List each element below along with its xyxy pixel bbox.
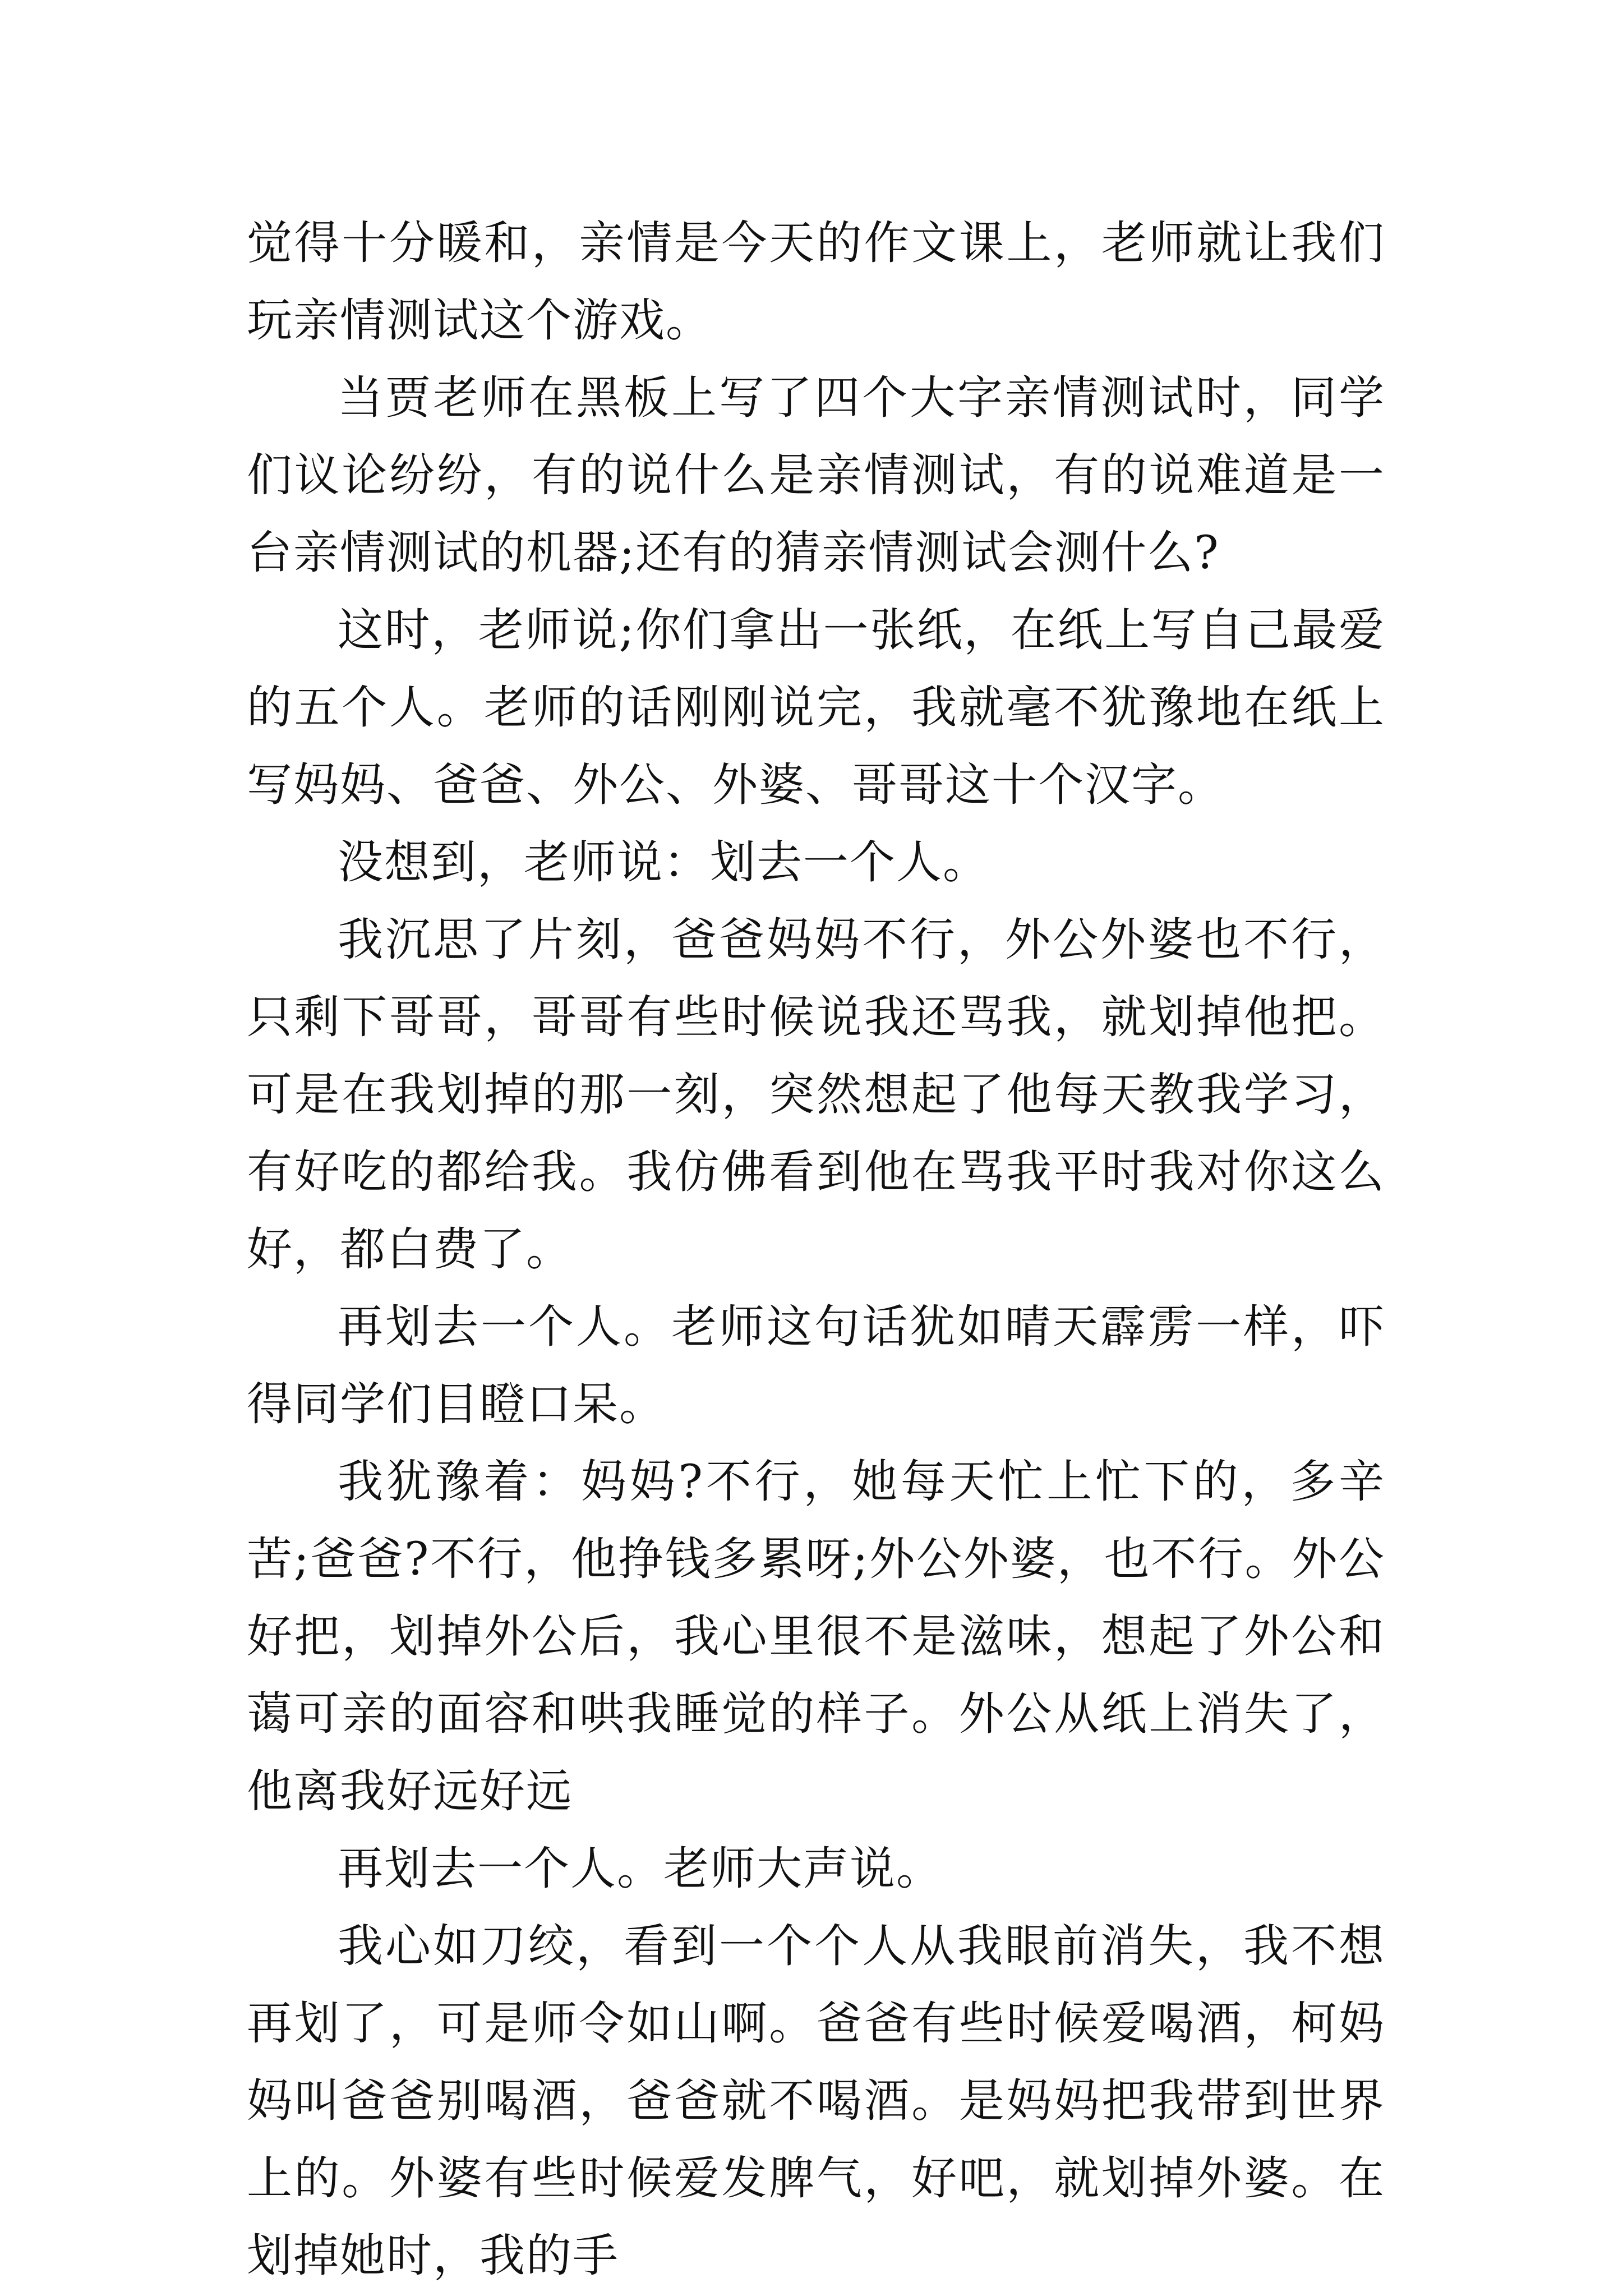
paragraph-7: 我犹豫着：妈妈?不行，她每天忙上忙下的，多辛苦;爸爸?不行，他挣钱多累呀;外公外婆，也不行。外公好把，划掉外公后，我心里很不是滋味，想起了外公和蔼可亲的面容和哄我睡觉的样子。外公从纸上消失了，他离我好远好远	[247, 1456, 1385, 1818]
paragraph-2: 当贾老师在黑板上写了四个大字亲情测试时，同学们议论纷纷，有的说什么是亲情测试，有的说难道是一台亲情测试的机器;还有的猜亲情测试会测什么?	[247, 372, 1385, 579]
paragraph-8: 再划去一个人。老师大声说。	[338, 1843, 943, 1895]
paragraph-3: 这时，老师说;你们拿出一张纸，在纸上写自己最爱的五个人。老师的话刚刚说完，我就毫不犹豫地在纸上写妈妈、爸爸、外公、外婆、哥哥这十个汉字。	[247, 604, 1385, 812]
paragraph-9: 我心如刀绞，看到一个个人从我眼前消失，我不想再划了，可是师令如山啊。爸爸有些时候爱喝酒，柯妈妈叫爸爸别喝酒，爸爸就不喝酒。是妈妈把我带到世界上的。外婆有些时候爱发脾气，好吧，就划掉外婆。在划掉她时，我的手	[247, 1920, 1385, 2283]
paragraph-1: 觉得十分暖和，亲情是今天的作文课上，老师就让我们玩亲情测试这个游戏。	[247, 217, 1385, 347]
paragraph-4: 没想到，老师说：划去一个人。	[338, 836, 990, 889]
paragraph-5: 我沉思了片刻，爸爸妈妈不行，外公外婆也不行，只剩下哥哥，哥哥有些时候说我还骂我，就划掉他把。可是在我划掉的那一刻，突然想起了他每天教我学习，有好吃的都给我。我仿佛看到他在骂我平时我对你这么好，都白费了。	[247, 914, 1385, 1276]
document-body	[247, 205, 1385, 2295]
paragraph-6: 再划去一个人。老师这句话犹如晴天霹雳一样，吓得同学们目瞪口呆。	[247, 1301, 1385, 1431]
